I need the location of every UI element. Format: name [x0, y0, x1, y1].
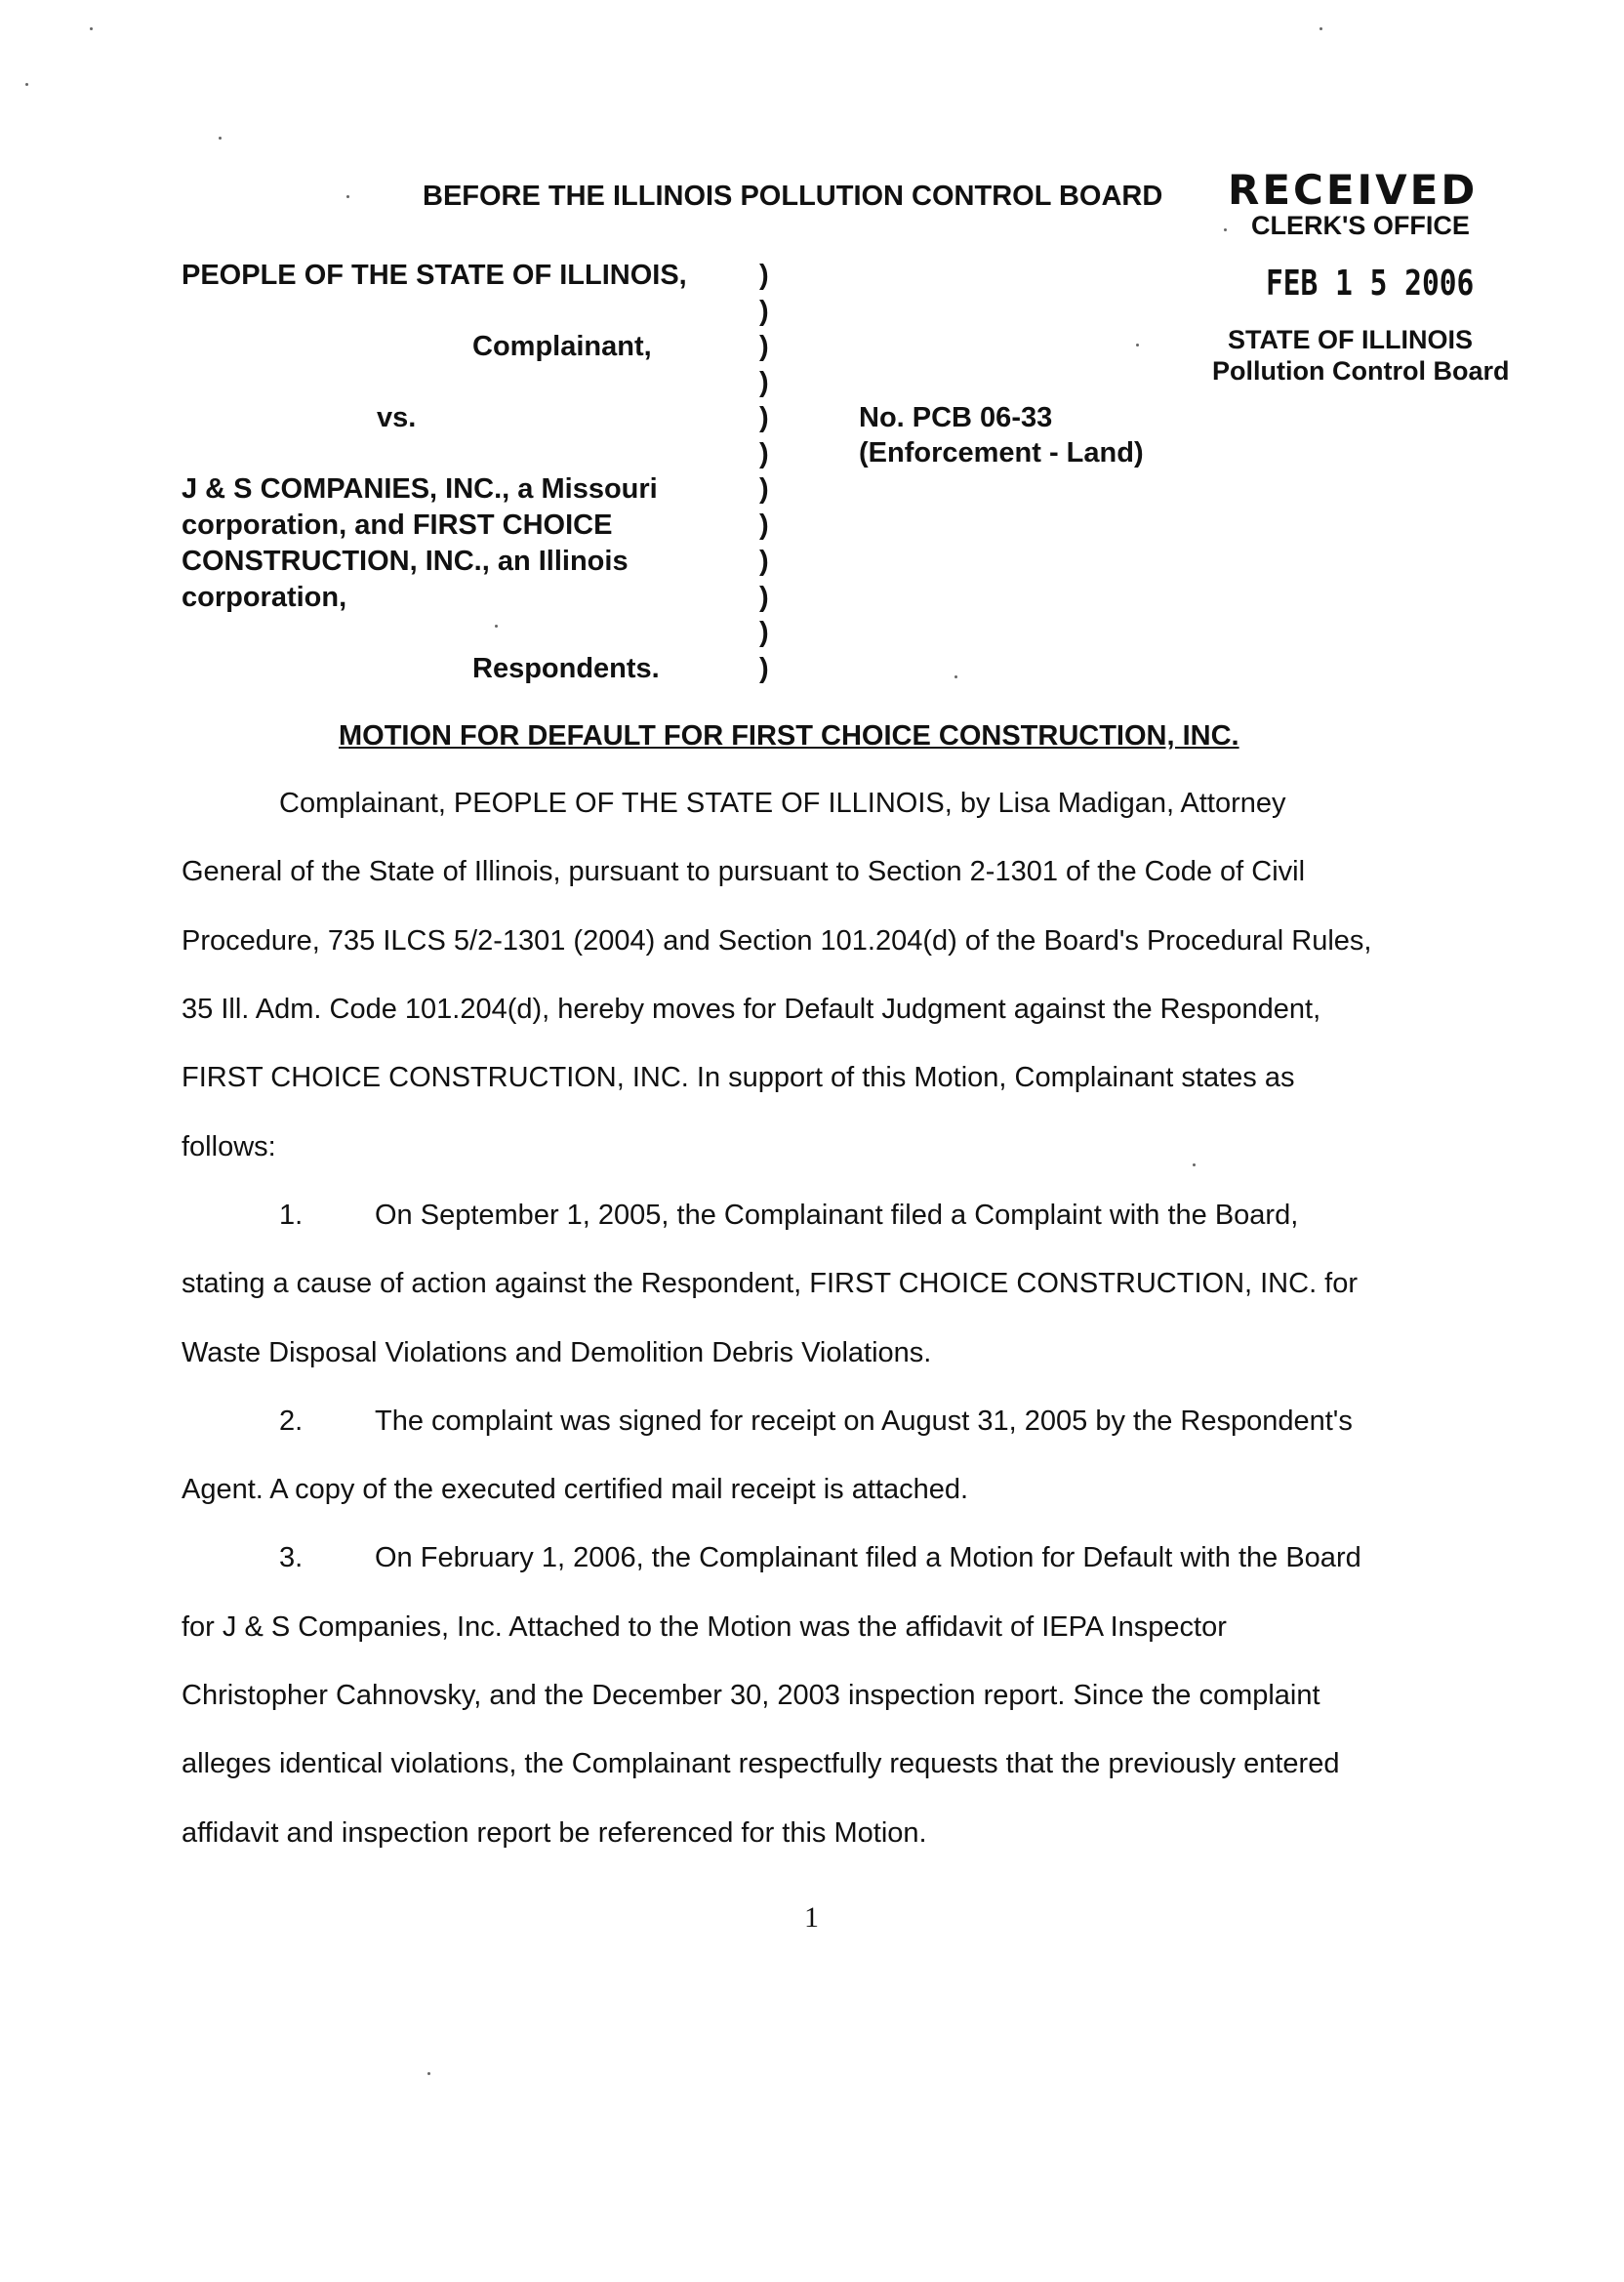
paragraph-number: 2.	[279, 1406, 304, 1437]
paragraph-line: On September 1, 2005, the Complainant filed a Complaint with the Board,	[375, 1200, 1299, 1231]
paragraph-line: Waste Disposal Violations and Demolition Debris Violations.	[182, 1337, 932, 1368]
caption-plaintiff-role: Complainant,	[472, 331, 652, 362]
intro-line: Complainant, PEOPLE OF THE STATE OF ILLINOIS, by Lisa Madigan, Attorney	[279, 788, 1286, 819]
stamp-date: FEB 1 5 2006	[1266, 264, 1475, 304]
caption-defendant-line: corporation,	[182, 582, 347, 613]
paragraph-line: Agent. A copy of the executed certified mail receipt is attached.	[182, 1474, 969, 1505]
scan-speck	[219, 137, 222, 140]
stamp-received: RECEIVED	[1228, 166, 1479, 214]
caption-defendant-line: J & S COMPANIES, INC., a Missouri	[182, 473, 658, 505]
paragraph-line: for J & S Companies, Inc. Attached to the Motion was the affidavit of IEPA Inspector	[182, 1611, 1227, 1643]
caption-paren: )	[759, 546, 769, 577]
paragraph-line: alleges identical violations, the Complainant respectfully requests that the previously entered	[182, 1748, 1340, 1779]
caption-paren: )	[759, 402, 769, 433]
scan-speck	[1224, 228, 1227, 231]
page-number: 1	[804, 1901, 819, 1934]
case-number: No. PCB 06-33	[859, 402, 1053, 433]
caption-paren: )	[759, 260, 769, 291]
caption-paren: )	[759, 367, 769, 398]
scan-speck	[1136, 344, 1139, 346]
intro-line: 35 Ill. Adm. Code 101.204(d), hereby moves for Default Judgment against the Respondent,	[182, 994, 1321, 1025]
caption-paren: )	[759, 473, 769, 505]
intro-line: Procedure, 735 ILCS 5/2-1301 (2004) and Section 101.204(d) of the Board's Procedural Rules,	[182, 925, 1372, 957]
stamp-office: CLERK'S OFFICE	[1251, 211, 1470, 240]
stamp-state: STATE OF ILLINOIS	[1228, 325, 1473, 354]
paragraph-line: On February 1, 2006, the Complainant filed a Motion for Default with the Board	[375, 1542, 1361, 1573]
paragraph-line: affidavit and inspection report be referenced for this Motion.	[182, 1817, 927, 1849]
caption-paren: )	[759, 653, 769, 684]
intro-line: follows:	[182, 1131, 276, 1162]
intro-line: FIRST CHOICE CONSTRUCTION, INC. In support of this Motion, Complainant states as	[182, 1062, 1295, 1093]
scan-speck	[25, 83, 28, 86]
paragraph-line: Christopher Cahnovsky, and the December 30, 2003 inspection report. Since the complaint	[182, 1680, 1320, 1711]
intro-line: General of the State of Illinois, pursuant to pursuant to Section 2-1301 of the Code of Civil	[182, 856, 1306, 887]
scan-speck	[1320, 27, 1322, 30]
scan-speck	[90, 27, 93, 30]
scan-speck	[427, 2072, 430, 2075]
caption-paren: )	[759, 509, 769, 541]
paragraph-number: 1.	[279, 1200, 304, 1231]
board-title: BEFORE THE ILLINOIS POLLUTION CONTROL BOARD	[423, 181, 1163, 212]
case-type: (Enforcement - Land)	[859, 437, 1144, 469]
paragraph-number: 3.	[279, 1542, 304, 1573]
caption-versus: vs.	[377, 402, 417, 433]
motion-title: MOTION FOR DEFAULT FOR FIRST CHOICE CONSTRUCTION, INC.	[339, 720, 1239, 752]
paragraph-line: The complaint was signed for receipt on August 31, 2005 by the Respondent's	[375, 1406, 1353, 1437]
caption-paren: )	[759, 582, 769, 613]
caption-defendant-role: Respondents.	[472, 653, 660, 684]
caption-defendant-line: corporation, and FIRST CHOICE	[182, 509, 613, 541]
caption-paren: )	[759, 438, 769, 469]
paragraph-line: stating a cause of action against the Respondent, FIRST CHOICE CONSTRUCTION, INC. for	[182, 1268, 1359, 1299]
scan-speck	[1193, 1163, 1196, 1166]
scan-speck	[346, 195, 349, 198]
caption-defendant-line: CONSTRUCTION, INC., an Illinois	[182, 546, 629, 577]
scan-speck	[495, 625, 498, 628]
caption-plaintiff: PEOPLE OF THE STATE OF ILLINOIS,	[182, 260, 687, 291]
caption-paren: )	[759, 296, 769, 327]
scan-speck	[954, 675, 957, 678]
caption-paren: )	[759, 331, 769, 362]
caption-paren: )	[759, 617, 769, 648]
stamp-board: Pollution Control Board	[1212, 356, 1510, 386]
